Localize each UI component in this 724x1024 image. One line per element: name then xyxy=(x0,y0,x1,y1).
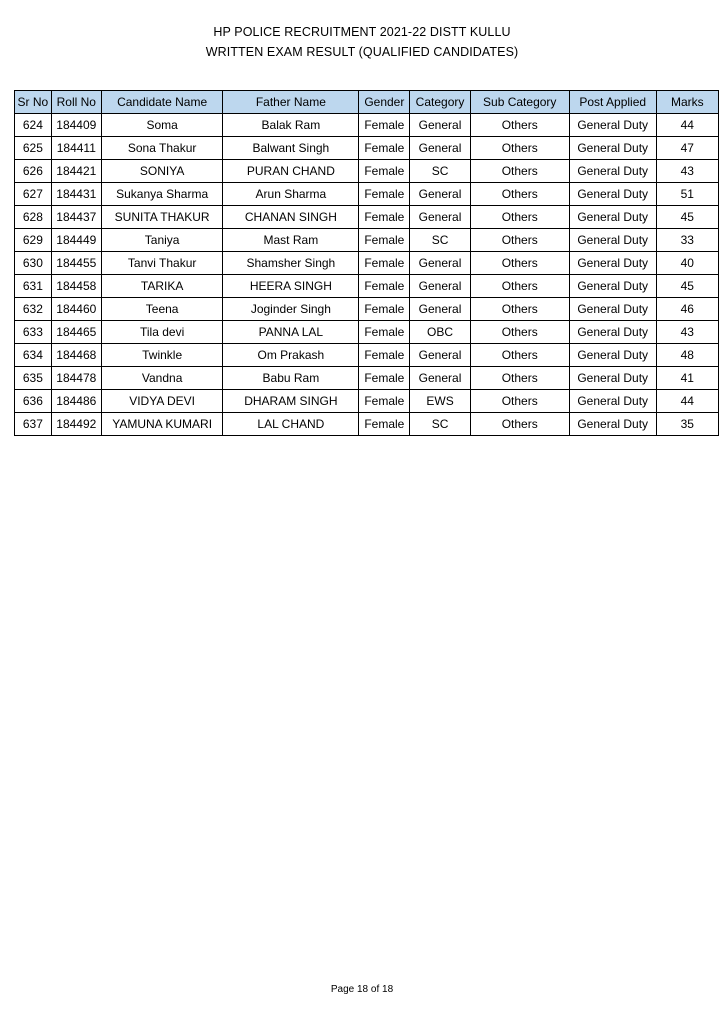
sub-category-cell: Others xyxy=(470,252,569,275)
candidate-name-cell: Taniya xyxy=(101,229,223,252)
post-applied-cell: General Duty xyxy=(569,275,656,298)
sr-no-cell: 632 xyxy=(15,298,52,321)
post-applied-cell: General Duty xyxy=(569,367,656,390)
sub-category-cell: Others xyxy=(470,275,569,298)
marks-cell: 45 xyxy=(656,206,718,229)
sr-no-cell: 629 xyxy=(15,229,52,252)
roll-no-cell: 184458 xyxy=(51,275,101,298)
sr-no-cell: 625 xyxy=(15,137,52,160)
marks-cell: 44 xyxy=(656,390,718,413)
category-cell: SC xyxy=(410,413,470,436)
sub-category-cell: Others xyxy=(470,229,569,252)
gender-cell: Female xyxy=(359,137,410,160)
document-header xyxy=(0,22,724,62)
sub-category-cell: Others xyxy=(470,413,569,436)
document-subtitle: WRITTEN EXAM RESULT (QUALIFIED CANDIDATES) xyxy=(205,45,519,59)
marks-cell: 33 xyxy=(656,229,718,252)
post-applied-cell: General Duty xyxy=(569,160,656,183)
post-applied-cell: General Duty xyxy=(569,229,656,252)
sub-category-cell: Others xyxy=(470,367,569,390)
category-cell: EWS xyxy=(410,390,470,413)
sub-category-cell: Others xyxy=(470,390,569,413)
category-cell: General xyxy=(410,252,470,275)
column-header-candidate-name: Candidate Name xyxy=(101,91,223,114)
roll-no-cell: 184455 xyxy=(51,252,101,275)
sr-no-cell: 626 xyxy=(15,160,52,183)
sub-category-cell: Others xyxy=(470,321,569,344)
father-name-cell: Arun Sharma xyxy=(223,183,359,206)
sr-no-cell: 627 xyxy=(15,183,52,206)
post-applied-cell: General Duty xyxy=(569,298,656,321)
roll-no-cell: 184437 xyxy=(51,206,101,229)
marks-cell: 43 xyxy=(656,160,718,183)
sr-no-cell: 630 xyxy=(15,252,52,275)
marks-cell: 47 xyxy=(656,137,718,160)
roll-no-cell: 184409 xyxy=(51,114,101,137)
sub-category-cell: Others xyxy=(470,160,569,183)
candidate-name-cell: YAMUNA KUMARI xyxy=(101,413,223,436)
sr-no-cell: 631 xyxy=(15,275,52,298)
gender-cell: Female xyxy=(359,114,410,137)
candidate-name-cell: Tanvi Thakur xyxy=(101,252,223,275)
sr-no-cell: 634 xyxy=(15,344,52,367)
candidate-name-cell: Teena xyxy=(101,298,223,321)
column-header-sr-no: Sr No xyxy=(15,91,52,114)
marks-cell: 48 xyxy=(656,344,718,367)
candidate-name-cell: TARIKA xyxy=(101,275,223,298)
category-cell: General xyxy=(410,275,470,298)
table-body xyxy=(15,114,719,436)
sr-no-cell: 635 xyxy=(15,367,52,390)
category-cell: OBC xyxy=(410,321,470,344)
roll-no-cell: 184492 xyxy=(51,413,101,436)
marks-cell: 35 xyxy=(656,413,718,436)
category-cell: General xyxy=(410,206,470,229)
post-applied-cell: General Duty xyxy=(569,413,656,436)
post-applied-cell: General Duty xyxy=(569,390,656,413)
table-row xyxy=(15,413,719,436)
roll-no-cell: 184460 xyxy=(51,298,101,321)
father-name-cell: Om Prakash xyxy=(223,344,359,367)
post-applied-cell: General Duty xyxy=(569,252,656,275)
gender-cell: Female xyxy=(359,390,410,413)
roll-no-cell: 184449 xyxy=(51,229,101,252)
roll-no-cell: 184478 xyxy=(51,367,101,390)
gender-cell: Female xyxy=(359,252,410,275)
sub-category-cell: Others xyxy=(470,114,569,137)
marks-cell: 41 xyxy=(656,367,718,390)
table-row xyxy=(15,160,719,183)
father-name-cell: LAL CHAND xyxy=(223,413,359,436)
candidate-name-cell: SONIYA xyxy=(101,160,223,183)
father-name-cell: Joginder Singh xyxy=(223,298,359,321)
column-header-post-applied: Post Applied xyxy=(569,91,656,114)
candidate-name-cell: Vandna xyxy=(101,367,223,390)
roll-no-cell: 184486 xyxy=(51,390,101,413)
gender-cell: Female xyxy=(359,413,410,436)
sr-no-cell: 624 xyxy=(15,114,52,137)
roll-no-cell: 184465 xyxy=(51,321,101,344)
marks-cell: 44 xyxy=(656,114,718,137)
father-name-cell: PURAN CHAND xyxy=(223,160,359,183)
table-row xyxy=(15,275,719,298)
roll-no-cell: 184411 xyxy=(51,137,101,160)
post-applied-cell: General Duty xyxy=(569,114,656,137)
gender-cell: Female xyxy=(359,298,410,321)
sub-category-cell: Others xyxy=(470,344,569,367)
category-cell: General xyxy=(410,298,470,321)
gender-cell: Female xyxy=(359,183,410,206)
sub-category-cell: Others xyxy=(470,298,569,321)
gender-cell: Female xyxy=(359,321,410,344)
post-applied-cell: General Duty xyxy=(569,321,656,344)
column-header-category: Category xyxy=(410,91,470,114)
candidate-name-cell: Sona Thakur xyxy=(101,137,223,160)
marks-cell: 43 xyxy=(656,321,718,344)
gender-cell: Female xyxy=(359,275,410,298)
sr-no-cell: 637 xyxy=(15,413,52,436)
father-name-cell: Balak Ram xyxy=(223,114,359,137)
table-row xyxy=(15,367,719,390)
category-cell: General xyxy=(410,344,470,367)
table-row xyxy=(15,206,719,229)
marks-cell: 46 xyxy=(656,298,718,321)
table-row xyxy=(15,344,719,367)
father-name-cell: Mast Ram xyxy=(223,229,359,252)
sr-no-cell: 633 xyxy=(15,321,52,344)
marks-cell: 45 xyxy=(656,275,718,298)
column-header-sub-category: Sub Category xyxy=(470,91,569,114)
column-header-father-name: Father Name xyxy=(223,91,359,114)
column-header-gender: Gender xyxy=(359,91,410,114)
column-header-roll-no: Roll No xyxy=(51,91,101,114)
post-applied-cell: General Duty xyxy=(569,183,656,206)
post-applied-cell: General Duty xyxy=(569,206,656,229)
marks-cell: 51 xyxy=(656,183,718,206)
page-number: Page 18 of 18 xyxy=(330,984,394,995)
table-row xyxy=(15,390,719,413)
table-row xyxy=(15,229,719,252)
roll-no-cell: 184421 xyxy=(51,160,101,183)
category-cell: General xyxy=(410,367,470,390)
gender-cell: Female xyxy=(359,229,410,252)
table-row xyxy=(15,252,719,275)
table-row xyxy=(15,298,719,321)
post-applied-cell: General Duty xyxy=(569,344,656,367)
candidate-name-cell: Soma xyxy=(101,114,223,137)
father-name-cell: PANNA LAL xyxy=(223,321,359,344)
candidate-name-cell: VIDYA DEVI xyxy=(101,390,223,413)
father-name-cell: HEERA SINGH xyxy=(223,275,359,298)
table-row xyxy=(15,137,719,160)
candidate-name-cell: Twinkle xyxy=(101,344,223,367)
marks-cell: 40 xyxy=(656,252,718,275)
category-cell: General xyxy=(410,114,470,137)
father-name-cell: DHARAM SINGH xyxy=(223,390,359,413)
father-name-cell: Balwant Singh xyxy=(223,137,359,160)
roll-no-cell: 184468 xyxy=(51,344,101,367)
category-cell: General xyxy=(410,137,470,160)
column-header-marks: Marks xyxy=(656,91,718,114)
roll-no-cell: 184431 xyxy=(51,183,101,206)
table-row xyxy=(15,114,719,137)
post-applied-cell: General Duty xyxy=(569,137,656,160)
sr-no-cell: 628 xyxy=(15,206,52,229)
category-cell: General xyxy=(410,183,470,206)
table-row xyxy=(15,183,719,206)
sub-category-cell: Others xyxy=(470,137,569,160)
table-row xyxy=(15,321,719,344)
sub-category-cell: Others xyxy=(470,183,569,206)
category-cell: SC xyxy=(410,160,470,183)
candidate-name-cell: Tila devi xyxy=(101,321,223,344)
candidate-name-cell: Sukanya Sharma xyxy=(101,183,223,206)
gender-cell: Female xyxy=(359,344,410,367)
gender-cell: Female xyxy=(359,160,410,183)
results-table xyxy=(14,90,719,436)
gender-cell: Female xyxy=(359,206,410,229)
document-title: HP POLICE RECRUITMENT 2021-22 DISTT KULLU xyxy=(213,25,511,39)
sub-category-cell: Others xyxy=(470,206,569,229)
father-name-cell: Shamsher Singh xyxy=(223,252,359,275)
candidate-name-cell: SUNITA THAKUR xyxy=(101,206,223,229)
father-name-cell: Babu Ram xyxy=(223,367,359,390)
father-name-cell: CHANAN SINGH xyxy=(223,206,359,229)
gender-cell: Female xyxy=(359,367,410,390)
table-header-row xyxy=(15,91,719,114)
sr-no-cell: 636 xyxy=(15,390,52,413)
category-cell: SC xyxy=(410,229,470,252)
